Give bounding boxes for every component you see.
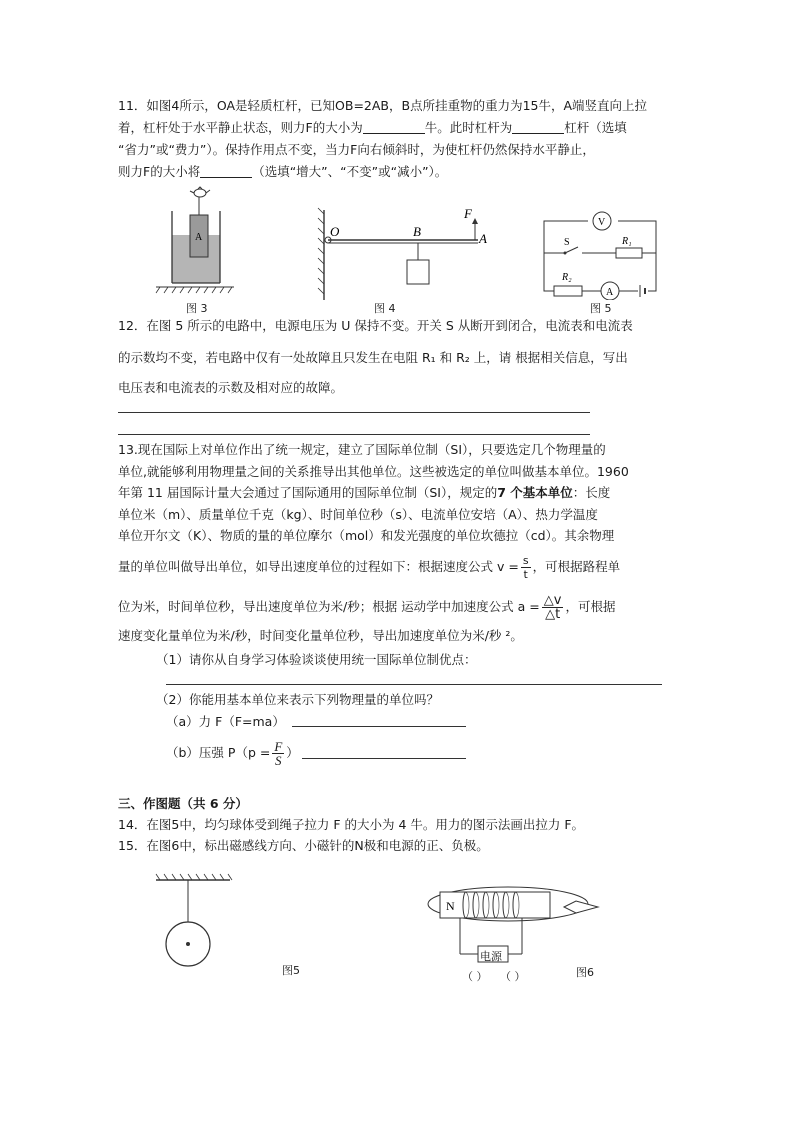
q11-line2 xyxy=(118,118,627,138)
fig4-label-f: F xyxy=(464,206,472,221)
compass-needle-icon xyxy=(564,901,598,913)
acceleration-fraction xyxy=(542,594,564,621)
q12-line3: 电压表和电流表的示数及相对应的故障。 xyxy=(118,380,344,395)
q11-text-b: 牛。此时杠杆为 xyxy=(424,120,513,135)
fig3-caption: 图 3 xyxy=(186,302,208,315)
polarity-bracket-left[interactable]: （ ） xyxy=(462,970,488,983)
q13-accel-text-b: ，可根据 xyxy=(565,599,616,614)
answer-line-1[interactable] xyxy=(118,412,590,413)
q12-line2: 的示数均不变，若电路中仅有一处故障且只发生在电阻 R₁ 和 R₂ 上，请 根据相关信息，写出 xyxy=(118,350,628,365)
q13-line3 xyxy=(118,483,610,503)
fig5-caption: 图 5 xyxy=(590,302,612,315)
fig4-label-o: O xyxy=(330,224,340,239)
figure-5-circuit xyxy=(538,205,668,300)
fraction-numerator: △v xyxy=(543,593,562,608)
q13-velocity-text: 量的单位叫做导出单位，如导出速度单位的过程如下：根据速度公式 v = xyxy=(118,559,519,574)
solenoid-n-label: N xyxy=(446,899,455,913)
answer-line-2[interactable] xyxy=(118,434,590,435)
q13-force-label: （a）力 F（F=ma） xyxy=(166,714,285,729)
q12-line1: 12．在图 5 所示的电路中，电源电压为 U 保持不变。开关 S 从断开到闭合，电流表和电流表 xyxy=(118,318,633,333)
fraction-denominator: △t xyxy=(545,607,561,622)
fraction-numerator: F xyxy=(274,739,283,754)
velocity-fraction xyxy=(521,554,531,581)
figure-4-lever xyxy=(312,200,502,300)
q13-text-c: ：长度 xyxy=(572,485,611,500)
q13-sub2b xyxy=(166,736,299,770)
answer-blank-lever-type[interactable] xyxy=(512,119,564,134)
polarity-bracket-right[interactable]: （ ） xyxy=(500,970,526,983)
fig4-label-a: A xyxy=(479,231,487,246)
answer-line-pressure-unit[interactable] xyxy=(302,758,466,759)
bird-icon xyxy=(190,187,210,215)
q11-text-e: （选填“增大”、“不变”或“减小”）。 xyxy=(252,164,448,179)
q13-line1: 13.现在国际上对单位作出了统一规定，建立了国际单位制（SI），只要选定几个物理量的 xyxy=(118,442,606,457)
ammeter-label: A xyxy=(606,287,614,298)
q13-pressure-close: ） xyxy=(286,745,299,760)
power-source-label: 电源 xyxy=(480,950,502,963)
q13-text-a: 年第 11 届国际计量大会通过了国际通用的国际单位制（SI），规定的 xyxy=(118,485,498,500)
q15-text: 15．在图6中，标出磁感线方向、小磁针的N极和电源的正、负极。 xyxy=(118,838,489,853)
section-3-title: 三、作图题（共 6 分） xyxy=(118,796,248,811)
q13-line2: 单位,就能够利用物理量之间的关系推导出其他单位。这些被选定的单位叫做基本单位。1960 xyxy=(118,464,629,479)
fig4-label-b: B xyxy=(413,224,421,239)
answer-line-force-unit[interactable] xyxy=(292,726,466,727)
q13-velocity-text-b: ，可根据路程单 xyxy=(532,559,621,574)
figure-5-hanging-ball xyxy=(150,872,240,972)
fig6-caption: 图6 xyxy=(576,966,594,979)
switch-label: S xyxy=(564,237,570,248)
fig4-caption: 图 4 xyxy=(374,302,396,315)
answer-line-advantages[interactable] xyxy=(166,684,662,685)
q13-line6 xyxy=(118,552,620,582)
fig3-block-label: A xyxy=(195,232,203,243)
r2-label: R₂ xyxy=(562,272,572,283)
bottom-fig5-caption: 图5 xyxy=(282,964,300,977)
q11-text-a: 着，杠杆处于水平静止状态，则力F的大小为 xyxy=(118,120,363,135)
fraction-numerator: s xyxy=(522,554,529,567)
answer-blank-change[interactable] xyxy=(200,163,252,178)
q13-sub1: （1）请你从自身学习体验谈谈使用统一国际单位制优点： xyxy=(156,652,477,667)
q14-text: 14．在图5中，均匀球体受到绳子拉力 F 的大小为 4 牛。用力的图示法画出拉力 F。 xyxy=(118,817,585,832)
figure-3-beaker xyxy=(150,185,240,295)
answer-blank-force[interactable] xyxy=(363,119,425,134)
q11-text-c: 杠杆（选填 xyxy=(564,120,627,135)
q11-text-d: 则力F的大小将 xyxy=(118,164,201,179)
q13-line8: 速度变化量单位为米/秒，时间变化量单位秒，导出加速度单位为米/秒 ²。 xyxy=(118,628,523,643)
fraction-denominator: S xyxy=(275,753,282,768)
q13-bold-base-units: 7 个基本单位 xyxy=(497,485,573,500)
fraction-denominator: t xyxy=(523,568,528,581)
q11-line1: 11．如图4所示，OA是轻质杠杆，已知OB=2AB，B点所挂重物的重力为15牛，A端竖直向上拉 xyxy=(118,98,648,113)
q13-line7 xyxy=(118,592,616,622)
pressure-fraction xyxy=(272,740,284,767)
q11-line4 xyxy=(118,162,447,182)
q13-line5: 单位开尔文（K）、物质的量的单位摩尔（mol）和发光强度的单位坎德拉（cd）。其余物理 xyxy=(118,528,615,543)
q13-pressure-label: （b）压强 P（p = xyxy=(166,745,271,760)
q13-sub2a xyxy=(166,712,285,732)
voltmeter-label: V xyxy=(598,217,606,228)
q13-line4: 单位米（m）、质量单位千克（kg）、时间单位秒（s）、电流单位安培（A）、热力学温度 xyxy=(118,507,598,522)
r1-label: R₁ xyxy=(622,236,632,247)
q13-accel-text: 位为米，时间单位秒，导出速度单位为米/秒；根据 运动学中加速度公式 a = xyxy=(118,599,540,614)
q11-line3: “省力”或“费力”）。保持作用点不变，当力F向右倾斜时，为使杠杆仍然保持水平静止， xyxy=(118,142,595,157)
q13-sub2: （2）你能用基本单位来表示下列物理量的单位吗？ xyxy=(156,692,439,707)
